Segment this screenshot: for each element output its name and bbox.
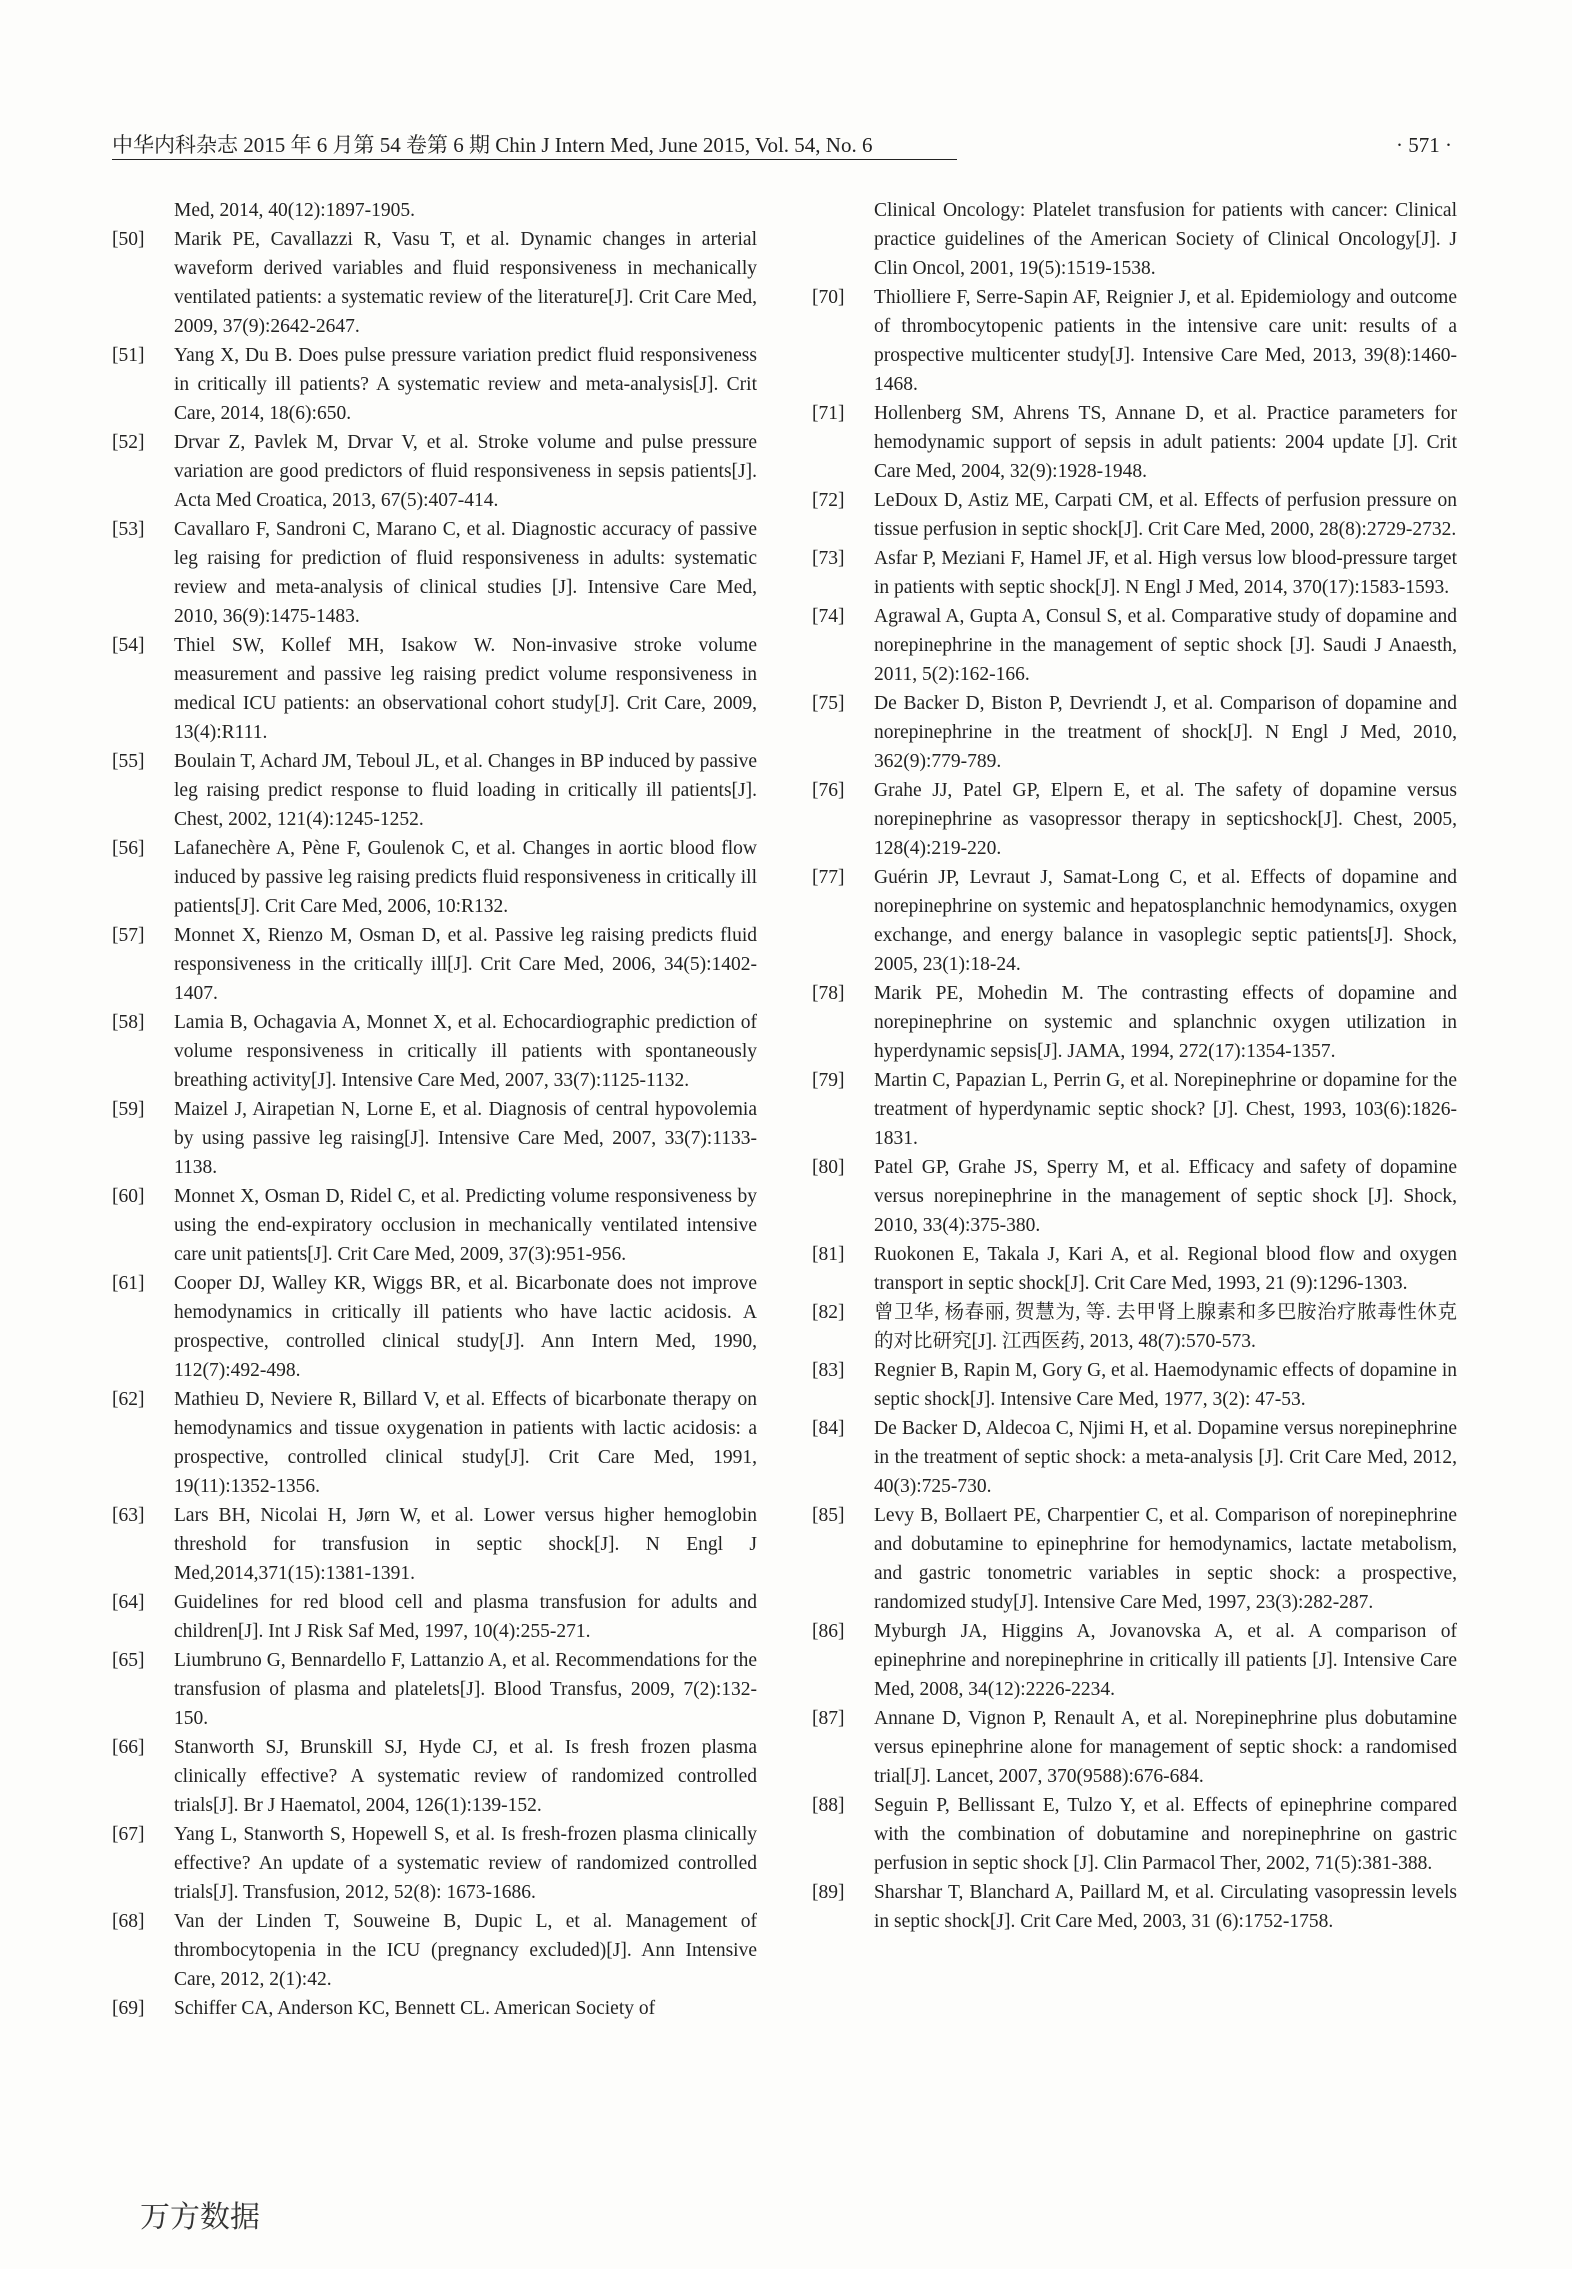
reference-entry: [812, 979, 1457, 1066]
reference-entry: [112, 428, 757, 515]
reference-entry: [812, 1704, 1457, 1791]
reference-number: [56]: [112, 838, 145, 859]
reference-entry: [812, 863, 1457, 979]
reference-number: [76]: [812, 780, 845, 801]
reference-continuation: Med, 2014, 40(12):1897-1905.: [174, 200, 416, 221]
reference-number: [87]: [812, 1708, 845, 1729]
reference-entry: [812, 1878, 1457, 1936]
reference-number: [85]: [812, 1505, 845, 1526]
reference-text: Guérin JP, Levraut J, Samat-Long C, et al. Effects of dopamine and norepinephrine on systemic and hepatosplanchnic hemodynamics, oxygen exchange, and energy balance in vasoplegic septic patients[J]. Shock, 2005, 23(1):18-24.: [874, 867, 1457, 975]
reference-text: Lafanechère A, Pène F, Goulenok C, et al. Changes in aortic blood flow induced by passive leg raising predicts fluid responsiveness in critically ill patients[J]. Crit Care Med, 2006, 10:R132.: [174, 838, 757, 917]
reference-number: [78]: [812, 983, 845, 1004]
reference-text: De Backer D, Aldecoa C, Njimi H, et al. Dopamine versus norepinephrine in the treatment of septic shock: a meta-analysis [J]. Crit Care Med, 2012, 40(3):725-730.: [874, 1418, 1457, 1497]
page-number: · 571 ·: [1396, 133, 1452, 157]
reference-entry: [812, 1501, 1457, 1617]
reference-number: [88]: [812, 1795, 845, 1816]
reference-text: De Backer D, Biston P, Devriendt J, et al. Comparison of dopamine and norepinephrine in the treatment of shock[J]. N Engl J Med, 2010, 362(9):779-789.: [874, 693, 1457, 772]
reference-text: Regnier B, Rapin M, Gory G, et al. Haemodynamic effects of dopamine in septic shock[J]. Intensive Care Med, 1977, 3(2): 47-53.: [874, 1360, 1457, 1410]
reference-text: Cavallaro F, Sandroni C, Marano C, et al. Diagnostic accuracy of passive leg raising for prediction of fluid responsiveness in adults: systematic review and meta-analysis of clinical studies [J]. Intensive Care Med, 2010, 36(9):1475-1483.: [174, 519, 757, 627]
reference-text: Sharshar T, Blanchard A, Paillard M, et al. Circulating vasopressin levels in septic shock[J]. Crit Care Med, 2003, 31 (6):1752-1758.: [874, 1882, 1457, 1932]
reference-text: Cooper DJ, Walley KR, Wiggs BR, et al. Bicarbonate does not improve hemodynamics in critically ill patients who have lactic acidosis. A prospective, controlled clinical study[J]. Ann Intern Med, 1990, 112(7):492-498.: [174, 1273, 757, 1381]
reference-number: [51]: [112, 345, 145, 366]
reference-number: [59]: [112, 1099, 145, 1120]
reference-entry: [812, 1240, 1457, 1298]
reference-number: [62]: [112, 1389, 145, 1410]
reference-number: [60]: [112, 1186, 145, 1207]
reference-text: Drvar Z, Pavlek M, Drvar V, et al. Stroke volume and pulse pressure variation are good predictors of fluid responsiveness in sepsis patients[J]. Acta Med Croatica, 2013, 67(5):407-414.: [174, 432, 757, 511]
header-rule: [112, 159, 957, 160]
reference-entry: [812, 1298, 1457, 1356]
reference-entry: [112, 1269, 757, 1385]
reference-entry: [112, 1182, 757, 1269]
right-column: [812, 196, 1457, 1936]
reference-entry: [112, 1820, 757, 1907]
reference-text: Mathieu D, Neviere R, Billard V, et al. Effects of bicarbonate therapy on hemodynamics and tissue oxygenation in patients with lactic acidosis: a prospective, controlled clinical study[J]. Crit Care Med, 1991, 19(11):1352-1356.: [174, 1389, 757, 1497]
reference-text: Asfar P, Meziani F, Hamel JF, et al. High versus low blood-pressure target in patients with septic shock[J]. N Engl J Med, 2014, 370(17):1583-1593.: [874, 548, 1457, 598]
reference-number: [79]: [812, 1070, 845, 1091]
reference-entry: [812, 1066, 1457, 1153]
reference-number: [73]: [812, 548, 845, 569]
reference-entry: [112, 1385, 757, 1501]
reference-number: [66]: [112, 1737, 145, 1758]
reference-entry: [112, 1095, 757, 1182]
reference-text: Lamia B, Ochagavia A, Monnet X, et al. Echocardiographic prediction of volume responsiveness in critically ill patients with spontaneously breathing activity[J]. Intensive Care Med, 2007, 33(7):1125-1132.: [174, 1012, 757, 1091]
reference-number: [63]: [112, 1505, 145, 1526]
reference-number: [54]: [112, 635, 145, 656]
reference-text: Annane D, Vignon P, Renault A, et al. Norepinephrine plus dobutamine versus epinephrine alone for management of septic shock: a randomised trial[J]. Lancet, 2007, 370(9588):676-684.: [874, 1708, 1457, 1787]
reference-number: [58]: [112, 1012, 145, 1033]
reference-entry: [112, 1646, 757, 1733]
reference-number: [55]: [112, 751, 145, 772]
reference-number: [84]: [812, 1418, 845, 1439]
watermark: 万方数据: [140, 2200, 260, 2235]
reference-text: Hollenberg SM, Ahrens TS, Annane D, et al. Practice parameters for hemodynamic support of sepsis in adult patients: 2004 update [J]. Crit Care Med, 2004, 32(9):1928-1948.: [874, 403, 1457, 482]
reference-entry: [112, 1501, 757, 1588]
reference-entry: [812, 486, 1457, 544]
reference-text: Levy B, Bollaert PE, Charpentier C, et al. Comparison of norepinephrine and dobutamine to epinephrine for hemodynamics, lactate metabolism, and gastric tonometric variables in septic shock: a prospective, randomized study[J]. Intensive Care Med, 1997, 23(3):282-287.: [874, 1505, 1457, 1613]
reference-number: [72]: [812, 490, 845, 511]
reference-number: [82]: [812, 1302, 845, 1323]
reference-text: Lars BH, Nicolai H, Jørn W, et al. Lower versus higher hemoglobin threshold for transfusion in septic shock[J]. N Engl J Med,2014,371(15):1381-1391.: [174, 1505, 757, 1584]
reference-text: Agrawal A, Gupta A, Consul S, et al. Comparative study of dopamine and norepinephrine in the management of septic shock [J]. Saudi J Anaesth, 2011, 5(2):162-166.: [874, 606, 1457, 685]
reference-text: Yang L, Stanworth S, Hopewell S, et al. Is fresh-frozen plasma clinically effective? An update of a systematic review of randomized controlled trials[J]. Transfusion, 2012, 52(8): 1673-1686.: [174, 1824, 757, 1903]
reference-entry: [112, 834, 757, 921]
reference-entry: [812, 1153, 1457, 1240]
reference-text: Stanworth SJ, Brunskill SJ, Hyde CJ, et al. Is fresh frozen plasma clinically effective? A systematic review of randomized controlled trials[J]. Br J Haematol, 2004, 126(1):139-152.: [174, 1737, 757, 1816]
reference-number: [67]: [112, 1824, 145, 1845]
reference-text: Patel GP, Grahe JS, Sperry M, et al. Efficacy and safety of dopamine versus norepinephrine in the management of septic shock [J]. Shock, 2010, 33(4):375-380.: [874, 1157, 1457, 1236]
reference-text: Thiel SW, Kollef MH, Isakow W. Non-invasive stroke volume measurement and passive leg raising predict volume responsiveness in medical ICU patients: an observational cohort study[J]. Crit Care, 2009, 13(4):R111.: [174, 635, 757, 743]
reference-text: Myburgh JA, Higgins A, Jovanovska A, et al. A comparison of epinephrine and norepinephrine in critically ill patients [J]. Intensive Care Med, 2008, 34(12):2226-2234.: [874, 1621, 1457, 1700]
reference-entry: [112, 1588, 757, 1646]
reference-text: Maizel J, Airapetian N, Lorne E, et al. Diagnosis of central hypovolemia by using passive leg raising[J]. Intensive Care Med, 2007, 33(7):1133-1138.: [174, 1099, 757, 1178]
reference-number: [71]: [812, 403, 845, 424]
reference-entry: [112, 921, 757, 1008]
reference-number: [61]: [112, 1273, 145, 1294]
reference-entry: [812, 1617, 1457, 1704]
reference-entry: [812, 544, 1457, 602]
reference-text: Marik PE, Cavallazzi R, Vasu T, et al. Dynamic changes in arterial waveform derived variables and fluid responsiveness in mechanically ventilated patients: a systematic review of the literature[J]. Crit Care Med, 2009, 37(9):2642-2647.: [174, 229, 757, 337]
reference-text: Yang X, Du B. Does pulse pressure variation predict fluid responsiveness in critically ill patients? A systematic review and meta-analysis[J]. Crit Care, 2014, 18(6):650.: [174, 345, 757, 424]
reference-entry: [112, 515, 757, 631]
reference-entry: [112, 747, 757, 834]
reference-number: [53]: [112, 519, 145, 540]
reference-number: [68]: [112, 1911, 145, 1932]
reference-entry: [812, 602, 1457, 689]
reference-number: [77]: [812, 867, 845, 888]
reference-entry: [812, 1414, 1457, 1501]
reference-entry: [112, 1733, 757, 1820]
reference-number: [50]: [112, 229, 145, 250]
reference-entry: [112, 1994, 757, 2023]
reference-entry: [812, 689, 1457, 776]
reference-number: [74]: [812, 606, 845, 627]
reference-text: Liumbruno G, Bennardello F, Lattanzio A, et al. Recommendations for the transfusion of plasma and platelets[J]. Blood Transfus, 2009, 7(2):132-150.: [174, 1650, 757, 1729]
reference-entry: [112, 1008, 757, 1095]
reference-number: [89]: [812, 1882, 845, 1903]
reference-text: Van der Linden T, Souweine B, Dupic L, et al. Management of thrombocytopenia in the ICU (pregnancy excluded)[J]. Ann Intensive Care, 2012, 2(1):42.: [174, 1911, 757, 1990]
reference-continuation: Clinical Oncology: Platelet transfusion for patients with cancer: Clinical practice guidelines of the American Society of Clinical Oncology[J]. J Clin Oncol, 2001, 19(5):1519-1538.: [874, 200, 1457, 279]
reference-entry: [112, 225, 757, 341]
reference-entry: [112, 341, 757, 428]
reference-text: Schiffer CA, Anderson KC, Bennett CL. American Society of: [174, 1998, 656, 2019]
reference-number: [81]: [812, 1244, 845, 1265]
reference-number: [52]: [112, 432, 145, 453]
reference-entry: [812, 399, 1457, 486]
reference-text: Monnet X, Osman D, Ridel C, et al. Predicting volume responsiveness by using the end-expiratory occlusion in mechanically ventilated intensive care unit patients[J]. Crit Care Med, 2009, 37(3):951-956.: [174, 1186, 757, 1265]
reference-entry: [112, 1907, 757, 1994]
reference-number: [65]: [112, 1650, 145, 1671]
reference-number: [70]: [812, 287, 845, 308]
reference-list: [112, 225, 757, 2023]
reference-text: Ruokonen E, Takala J, Kari A, et al. Regional blood flow and oxygen transport in septic shock[J]. Crit Care Med, 1993, 21 (9):1296-1303.: [874, 1244, 1457, 1294]
running-header: [112, 130, 1452, 160]
journal-citation: 中华内科杂志 2015 年 6 月第 54 卷第 6 期 Chin J Intern Med, June 2015, Vol. 54, No. 6: [112, 133, 873, 157]
reference-text: Martin C, Papazian L, Perrin G, et al. Norepinephrine or dopamine for the treatment of hyperdynamic septic shock? [J]. Chest, 1993, 103(6):1826-1831.: [874, 1070, 1457, 1149]
reference-number: [75]: [812, 693, 845, 714]
reference-text: Marik PE, Mohedin M. The contrasting effects of dopamine and norepinephrine on systemic and splanchnic oxygen utilization in hyperdynamic sepsis[J]. JAMA, 1994, 272(17):1354-1357.: [874, 983, 1457, 1062]
reference-entry: [812, 1356, 1457, 1414]
reference-entry: [812, 776, 1457, 863]
left-column: [112, 196, 757, 2023]
reference-text: Seguin P, Bellissant E, Tulzo Y, et al. Effects of epinephrine compared with the combination of dobutamine and norepinephrine on gastric perfusion in septic shock [J]. Clin Parmacol Ther, 2002, 71(5):381-388.: [874, 1795, 1457, 1874]
reference-text: Grahe JJ, Patel GP, Elpern E, et al. The safety of dopamine versus norepinephrine as vasopressor therapy in septicshock[J]. Chest, 2005, 128(4):219-220.: [874, 780, 1457, 859]
reference-text: Monnet X, Rienzo M, Osman D, et al. Passive leg raising predicts fluid responsiveness in the critically ill[J]. Crit Care Med, 2006, 34(5):1402-1407.: [174, 925, 757, 1004]
reference-entry: [112, 631, 757, 747]
reference-number: [83]: [812, 1360, 845, 1381]
reference-number: [64]: [112, 1592, 145, 1613]
reference-number: [69]: [112, 1998, 145, 2019]
reference-entry: [812, 283, 1457, 399]
reference-text: Thiolliere F, Serre-Sapin AF, Reignier J, et al. Epidemiology and outcome of thrombocytopenic patients in the intensive care unit: results of a prospective multicenter study[J]. Intensive Care Med, 2013, 39(8):1460-1468.: [874, 287, 1457, 395]
reference-number: [80]: [812, 1157, 845, 1178]
reference-text: 曾卫华, 杨春丽, 贺慧为, 等. 去甲肾上腺素和多巴胺治疗脓毒性休克的对比研究[J]. 江西医药, 2013, 48(7):570-573.: [874, 1302, 1457, 1352]
reference-text: LeDoux D, Astiz ME, Carpati CM, et al. Effects of perfusion pressure on tissue perfusion in septic shock[J]. Crit Care Med, 2000, 28(8):2729-2732.: [874, 490, 1457, 540]
reference-text: Guidelines for red blood cell and plasma transfusion for adults and children[J]. Int J Risk Saf Med, 1997, 10(4):255-271.: [174, 1592, 757, 1642]
reference-entry: [812, 1791, 1457, 1878]
reference-text: Boulain T, Achard JM, Teboul JL, et al. Changes in BP induced by passive leg raising predict response to fluid loading in critically ill patients[J]. Chest, 2002, 121(4):1245-1252.: [174, 751, 757, 830]
reference-number: [57]: [112, 925, 145, 946]
reference-number: [86]: [812, 1621, 845, 1642]
reference-list: [812, 283, 1457, 1936]
